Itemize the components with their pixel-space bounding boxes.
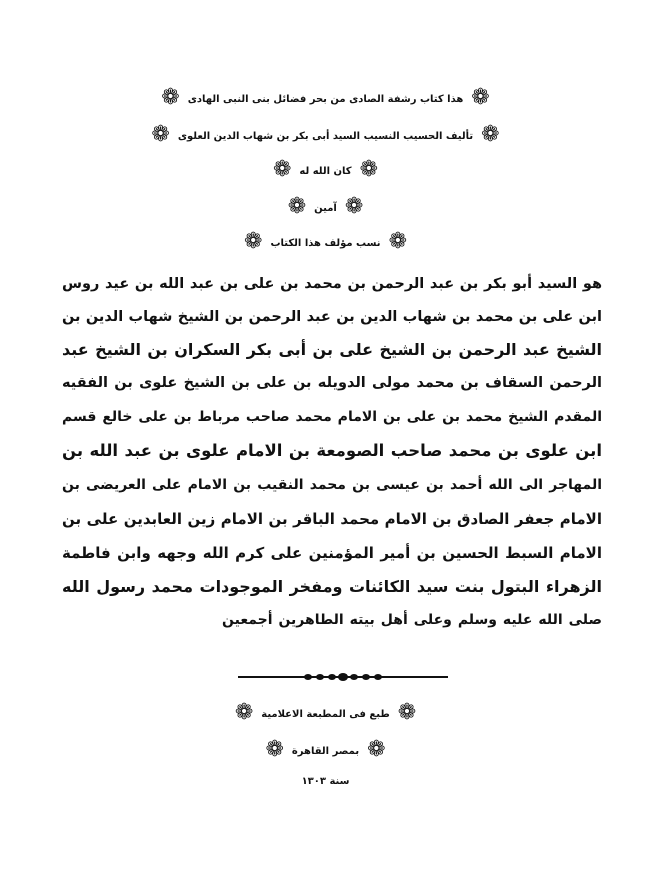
header-line-1 [0,85,651,110]
imprint-line-2 [0,737,651,762]
floral-ornament-icon: ❁ [151,122,170,147]
header-text: هذا كتاب رشفة الصادى من بحر فضائل بنى النبى الهادى [187,93,464,105]
floral-ornament-icon: ❁ [344,194,364,219]
floral-ornament-icon: ❁ [161,85,180,110]
floral-ornament-icon: ❁ [244,229,263,254]
imprint-year: سنة ١٣٠٣ [301,776,350,787]
imprint-text: بمصر القاهرة [291,745,360,757]
body-line-8: الامام جعفر الصادق بن الامام محمد الباقر بن الامام زين العابدين على بن [62,510,602,528]
body-line-7: المهاجر الى الله أحمد بن عيسى بن محمد النقيب بن الامام على العريضى بن [62,477,602,493]
body-line-5: المقدم الشيخ محمد بن على بن الامام محمد صاحب مرباط بن على خالع قسم [62,409,602,425]
floral-ornament-icon: ❁ [265,737,284,762]
header-text: آمين [314,202,337,214]
body-line-1: هو السيد أبو بكر بن عبد الرحمن بن محمد بن على بن عبد الله بن عيد روس [62,276,602,292]
floral-ornament-icon: ❁ [359,157,379,182]
body-line-4: الرحمن السقاف بن محمد مولى الدويله بن على بن الشيخ علوى بن الفقيه [62,375,602,391]
floral-ornament-icon: ❁ [234,700,254,725]
header-line-3 [0,157,651,182]
header-text: كان الله له [299,165,352,177]
floral-ornament-icon: ❁ [367,737,386,762]
floral-ornament-icon: ❁ [397,700,417,725]
body-line-2: ابن على بن محمد بن شهاب الدين بن عبد الرحمن بن الشيخ شهاب الدين بن [62,309,602,325]
section-heading: نسب مؤلف هذا الكتاب [270,237,381,249]
floral-ornament-icon: ❁ [287,194,307,219]
header-line-4 [0,194,651,219]
body-line-9: الامام السبط الحسين بن أمير المؤمنين على كرم الله وجهه وابن فاطمة [62,544,602,562]
imprint-text: طبع فى المطبعة الاعلامية [261,708,390,720]
floral-ornament-icon: ❁ [481,122,500,147]
header-line-2 [0,122,651,147]
floral-ornament-icon: ❁ [272,157,292,182]
body-line-3: الشيخ عبد الرحمن بن الشيخ على بن أبى بكر السكران بن الشيخ عبد [62,340,602,359]
imprint-line-1 [0,700,651,725]
decorative-divider [238,671,448,683]
floral-ornament-icon: ❁ [471,85,490,110]
header-line-5 [0,229,651,254]
body-line-10: الزهراء البتول بنت سيد الكائنات ومفخر الموجودات محمد رسول الله [62,577,602,596]
body-line-6: ابن علوى بن محمد صاحب الصومعة بن الامام علوى بن عبد الله بن [62,441,602,460]
header-text: تأليف الحسيب النسيب السيد أبى بكر بن شهاب الدين العلوى [177,130,474,142]
floral-ornament-icon: ❁ [388,229,407,254]
imprint-date [0,776,651,787]
body-line-11: صلى الله عليه وسلم وعلى أهل بيته الطاهرين أجمعين [222,612,602,628]
